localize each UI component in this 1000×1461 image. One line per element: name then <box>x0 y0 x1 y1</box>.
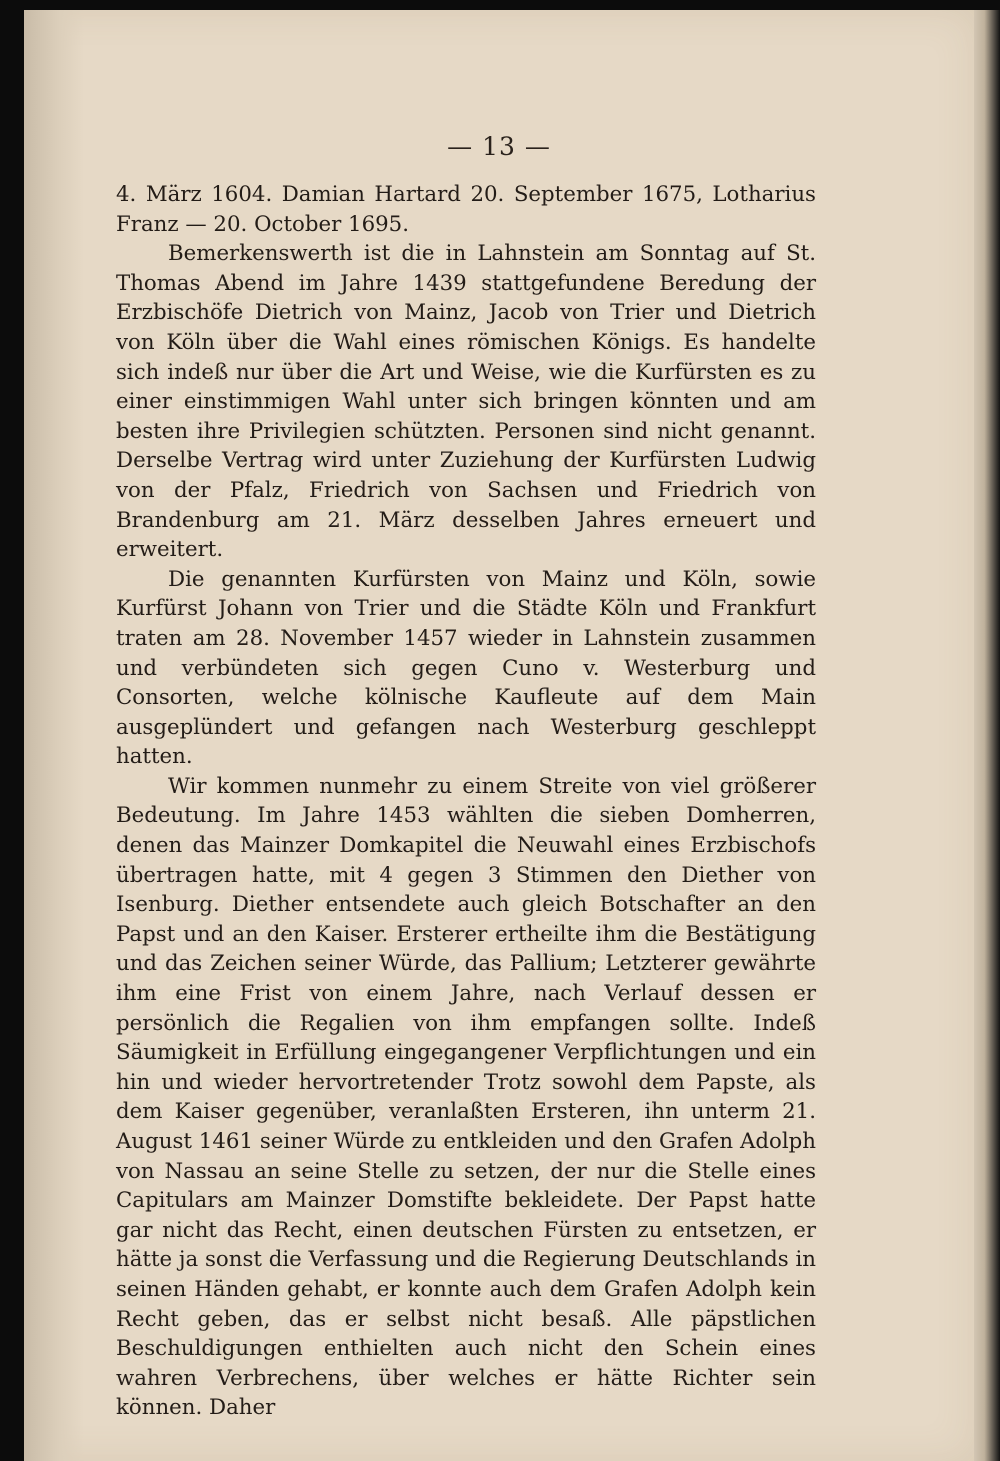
paragraph-continuation: 4. März 1604. Damian Hartard 20. September 1675, Lotharius Franz — 20. October 1695. <box>116 182 816 237</box>
page-binding-shadow <box>24 10 84 1461</box>
page-number: — 13 — <box>447 132 551 161</box>
page-edge-shadow <box>974 10 1000 1461</box>
paragraph-lahnstein-1457: Die genannten Kurfürsten von Mainz und Köln, sowie Kurfürst Johann von Trier und die Städte Köln und Frankfurt traten am 28. November 1457 wieder in Lahnstein zusammen und verbündeten sich gegen Cuno v. Westerburg und Consorten, welche kölnische Kaufleute auf dem Main ausgeplündert und gefangen nach Westerburg geschleppt hatten. <box>116 566 816 770</box>
body-text <box>116 180 816 1423</box>
paragraph-lahnstein-1439: Bemerkenswerth ist die in Lahnstein am Sonntag auf St. Thomas Abend im Jahre 1439 stattgefundene Beredung der Erzbischöfe Dietrich von Mainz, Jacob von Trier und Dietrich von Köln über die Wahl eines römischen Königs. Es handelte sich indeß nur über die Art und Weise, wie die Kurfürsten es zu einer einstimmigen Wahl unter sich bringen könnten und am besten ihre Privilegien schützten. Personen sind nicht genannt. Derselbe Vertrag wird unter Zuziehung der Kurfürsten Ludwig von der Pfalz, Friedrich von Sachsen und Friedrich von Brandenburg am 21. März desselben Jahres erneuert und erweitert. <box>116 241 816 563</box>
paragraph-diether-dispute: Wir kommen nunmehr zu einem Streite von viel größerer Bedeutung. Im Jahre 1453 wählten die sieben Domherren, denen das Mainzer Domkapitel die Neuwahl eines Erzbischofs übertragen hatte, mit 4 gegen 3 Stimmen den Diether von Isenburg. Diether entsendete auch gleich Botschafter an den Papst und an den Kaiser. Ersterer ertheilte ihm die Bestätigung und das Zeichen seiner Würde, das Pallium; Letzterer gewährte ihm eine Frist von einem Jahre, nach Verlauf dessen er persönlich die Regalien von ihm empfangen sollte. Indeß Säumigkeit in Erfüllung eingegangener Verpflichtungen und ein hin und wieder hervortretender Trotz sowohl dem Papste, als dem Kaiser gegenüber, veranlaßten Ersteren, ihn unterm 21. August 1461 seiner Würde zu entkleiden und den Grafen Adolph von Nassau an seine Stelle zu setzen, der nur die Stelle eines Capitulars am Mainzer Domstifte bekleidete. Der Papst hatte gar nicht das Recht, einen deutschen Fürsten zu entsetzen, er hätte ja sonst die Verfassung und die Regierung Deutschlands in seinen Händen gehabt, er konnte auch dem Grafen Adolph kein Recht geben, das er selbst nicht besaß. Alle päpstlichen Beschuldigungen enthielten auch nicht den Schein eines wahren Verbrechens, über welches er hätte Richter sein können. Daher <box>116 773 816 1421</box>
book-page <box>24 10 974 1461</box>
